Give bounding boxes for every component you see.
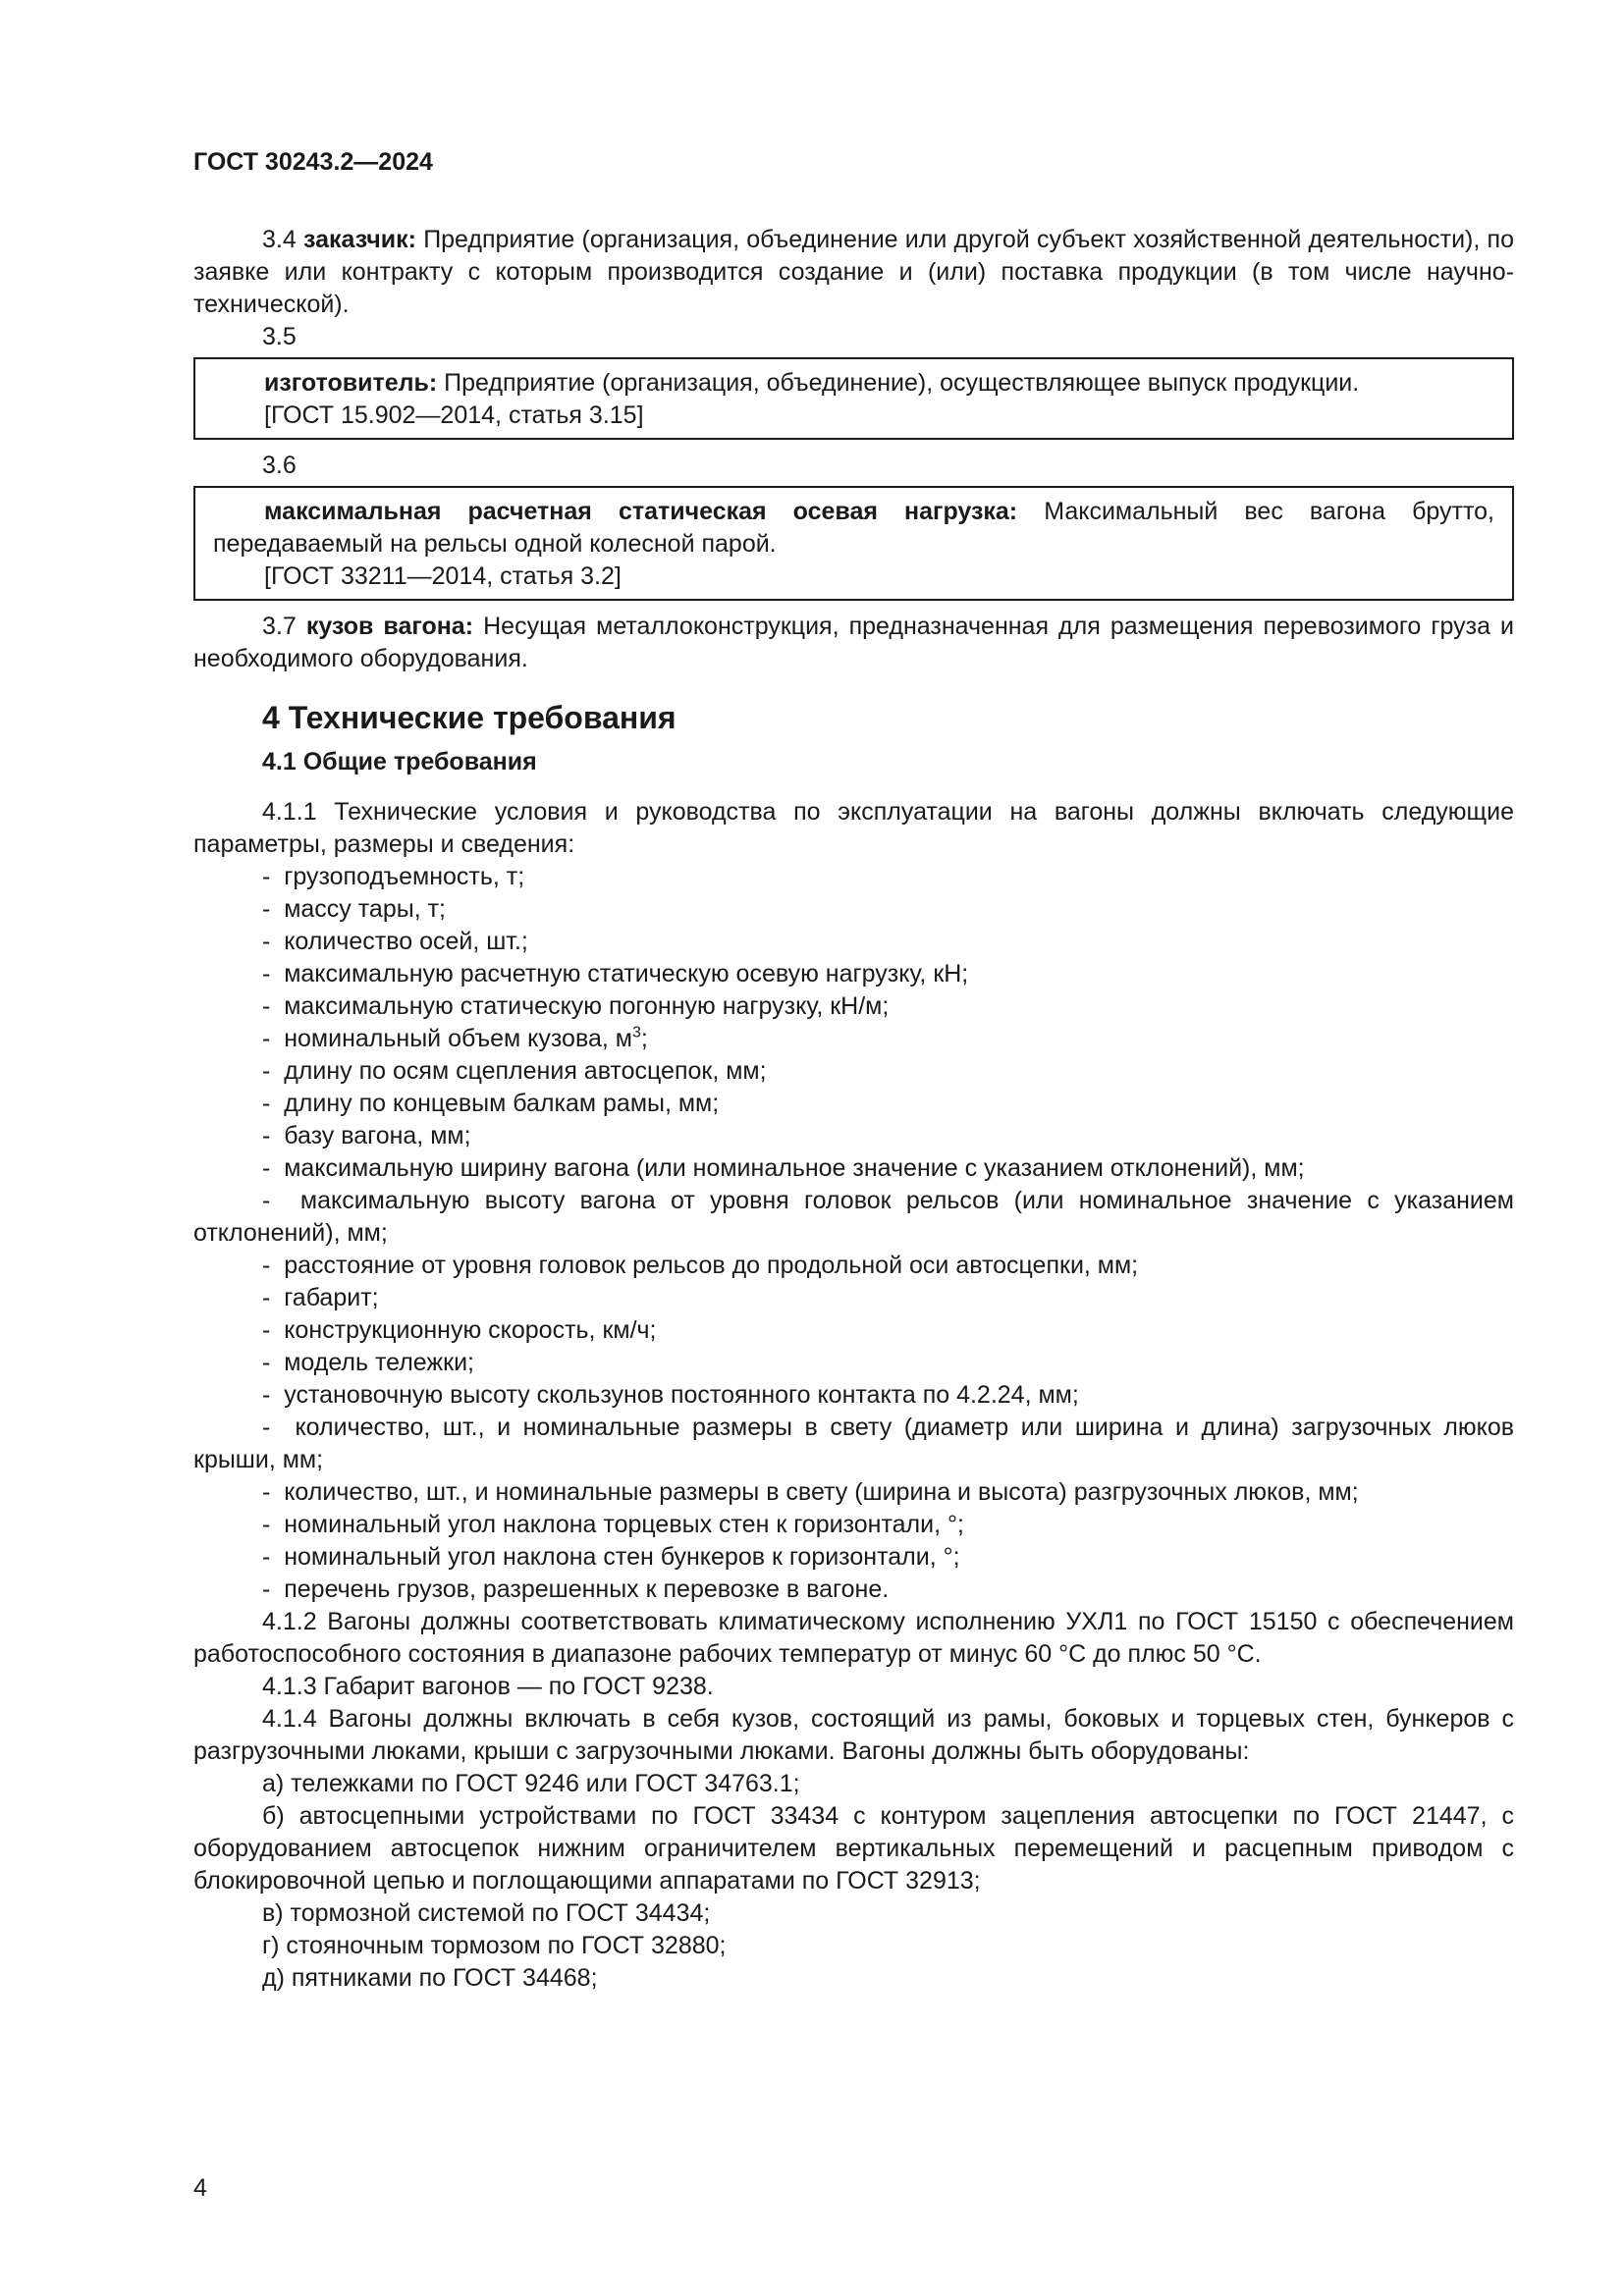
list-item: д) пятниками по ГОСТ 34468; bbox=[262, 1964, 598, 1992]
definition-3-6 bbox=[213, 496, 1494, 561]
list-item: г) стояночным тормозом по ГОСТ 32880; bbox=[262, 1932, 727, 1959]
def-text: Несущая металлоконструкция, предназначенная для размещения перевозимого груза и необходимого оборудования. bbox=[193, 613, 1515, 672]
superscript: 3 bbox=[631, 1024, 641, 1041]
list-item: - длину по осям сцепления автосцепок, мм; bbox=[193, 1055, 1514, 1088]
list-item: б) автосцепными устройствами по ГОСТ 33434 с контуром зацепления автосцепки по ГОСТ 21447, с оборудованием автосцепок нижним ограничителем вертикальных перемещений и расцепным приводом с блокировочной цепью и поглощающими аппаратами по ГОСТ 32913; bbox=[193, 1802, 1514, 1895]
definition-box-3-5 bbox=[193, 357, 1514, 440]
def-term: кузов вагона: bbox=[305, 613, 474, 640]
list-item: - количество осей, шт.; bbox=[193, 926, 1514, 958]
def-term: заказчик: bbox=[303, 226, 416, 253]
list-item: - расстояние от уровня головок рельсов до продольной оси автосцепки, мм; bbox=[193, 1250, 1514, 1282]
def-text: Максимальный вес вагона брутто, передаваемый на рельсы одной колесной парой. bbox=[213, 498, 1494, 558]
list-item: - базу вагона, мм; bbox=[193, 1120, 1514, 1152]
definition-3-5 bbox=[213, 367, 1494, 400]
list-item: - модель тележки; bbox=[193, 1347, 1514, 1379]
list-item bbox=[193, 1023, 1514, 1055]
list-item-text: ; bbox=[640, 1025, 648, 1052]
def-number: 3.7 bbox=[262, 613, 297, 640]
document-header: ГОСТ 30243.2—2024 bbox=[193, 148, 433, 176]
list-item: - конструкционную скорость, км/ч; bbox=[193, 1314, 1514, 1347]
list-item: - максимальную расчетную статическую осевую нагрузку, кН; bbox=[193, 958, 1514, 990]
def-text: Предприятие (организация, объединение или другой субъект хозяйственной деятельности), по заявке или контракту с которым производится создание и (или) поставка продукции (в том числе научно-технической). bbox=[193, 226, 1514, 318]
def-term: максимальная расчетная статическая осевая нагрузка: bbox=[264, 498, 1018, 525]
paragraph-4-1-4: 4.1.4 Вагоны должны включать в себя кузов, состоящий из рамы, боковых и торцевых стен, бункеров с разгрузочными люками, крыши с загрузочными люками. Вагоны должны быть оборудованы: bbox=[193, 1705, 1514, 1765]
subsection-title: 4.1 Общие требования bbox=[262, 748, 537, 775]
def-number: 3.4 bbox=[262, 226, 297, 253]
list-item: - массу тары, т; bbox=[193, 893, 1514, 926]
list-item: - габарит; bbox=[193, 1282, 1514, 1314]
list-item: в) тормозной системой по ГОСТ 34434; bbox=[262, 1899, 711, 1927]
definition-3-4 bbox=[193, 224, 1514, 321]
list-item-text: номинальный объем кузова, м bbox=[284, 1025, 632, 1052]
list-item: - грузоподъемность, т; bbox=[193, 861, 1514, 893]
page-number: 4 bbox=[193, 2174, 207, 2202]
paragraph-4-1-3: 4.1.3 Габарит вагонов — по ГОСТ 9238. bbox=[262, 1673, 714, 1700]
list-item: - максимальную ширину вагона (или номинальное значение с указанием отклонений), мм; bbox=[193, 1152, 1514, 1185]
list-item: - перечень грузов, разрешенных к перевозке в вагоне. bbox=[193, 1574, 1514, 1606]
equipment-list bbox=[193, 1768, 1514, 1995]
section-title: 4 Технические требования bbox=[262, 700, 677, 735]
list-item: а) тележками по ГОСТ 9246 или ГОСТ 34763.1; bbox=[262, 1770, 800, 1797]
def-number-3-5: 3.5 bbox=[262, 323, 297, 350]
def-reference: [ГОСТ 15.902—2014, статья 3.15] bbox=[264, 401, 644, 429]
document-page bbox=[193, 147, 1514, 1995]
def-number-3-6: 3.6 bbox=[262, 452, 297, 479]
list-item: - установочную высоту скользунов постоянного контакта по 4.2.24, мм; bbox=[193, 1379, 1514, 1412]
paragraph-4-1-2: 4.1.2 Вагоны должны соответствовать климатическому исполнению УХЛ1 по ГОСТ 15150 с обеспечением работоспособного состояния в диапазоне рабочих температур от минус 60 °С до плюс 50 °С. bbox=[193, 1608, 1514, 1668]
def-term: изготовитель: bbox=[264, 369, 438, 397]
parameters-list bbox=[193, 861, 1514, 1606]
list-item: - максимальную высоту вагона от уровня головок рельсов (или номинальное значение с указанием отклонений), мм; bbox=[193, 1185, 1514, 1250]
list-item: - длину по концевым балкам рамы, мм; bbox=[193, 1088, 1514, 1120]
list-item: - максимальную статическую погонную нагрузку, кН/м; bbox=[193, 990, 1514, 1023]
definition-box-3-6 bbox=[193, 486, 1514, 601]
definition-3-7 bbox=[193, 611, 1514, 675]
list-item: - количество, шт., и номинальные размеры в свету (ширина и высота) разгрузочных люков, мм; bbox=[193, 1476, 1514, 1509]
list-item: - количество, шт., и номинальные размеры в свету (диаметр или ширина и длина) загрузочных люков крыши, мм; bbox=[193, 1412, 1514, 1476]
list-item: - номинальный угол наклона стен бункеров к горизонтали, °; bbox=[193, 1541, 1514, 1574]
list-item: - номинальный угол наклона торцевых стен к горизонтали, °; bbox=[193, 1509, 1514, 1541]
def-reference: [ГОСТ 33211—2014, статья 3.2] bbox=[264, 562, 622, 590]
paragraph-4-1-1: 4.1.1 Технические условия и руководства по эксплуатации на вагоны должны включать следующие параметры, размеры и сведения: bbox=[193, 798, 1514, 858]
def-text: Предприятие (организация, объединение), осуществляющее выпуск продукции. bbox=[444, 369, 1360, 397]
